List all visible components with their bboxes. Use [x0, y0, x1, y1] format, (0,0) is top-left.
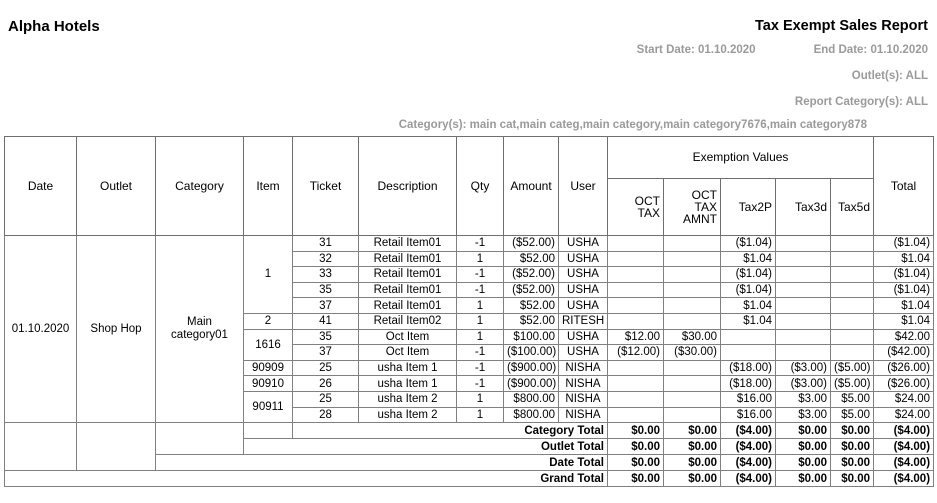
- cell-oct-tax-amnt: [664, 313, 721, 329]
- col-header-qty: Qty: [457, 137, 504, 236]
- cell-user: USHA: [559, 298, 608, 314]
- total-oct-tax-amnt: $0.00: [664, 439, 721, 455]
- total-total: ($4.00): [874, 455, 934, 471]
- cell-tax5d: [831, 282, 874, 298]
- cell-tax5d: [831, 313, 874, 329]
- cell-total: $1.04: [874, 313, 934, 329]
- cell-tax5d: [831, 251, 874, 267]
- company-name: Alpha Hotels: [8, 18, 100, 35]
- cell-tax2p: ($1.04): [721, 282, 776, 298]
- cell-oct-tax-amnt: [664, 360, 721, 376]
- cell-qty: -1: [457, 360, 504, 376]
- cell-oct-tax-amnt: [664, 267, 721, 283]
- col-header-oct-tax-amnt: OCT TAX AMNT: [664, 179, 721, 236]
- cell-tax2p: ($18.00): [721, 376, 776, 392]
- cell-oct-tax: [608, 313, 664, 329]
- tax-exempt-sales-table: [4, 136, 934, 487]
- cell-amount: $800.00: [504, 391, 559, 407]
- page-title: Tax Exempt Sales Report: [755, 18, 928, 34]
- col-header-category: Category: [156, 137, 244, 236]
- cell-tax5d: [831, 236, 874, 252]
- col-header-tax3d: Tax3d: [776, 179, 831, 236]
- cell-tax5d: [831, 298, 874, 314]
- cell-ticket: 32: [293, 251, 359, 267]
- cell-outlet: Shop Hop: [77, 236, 156, 423]
- categories-filter-label: Category(s): main cat,main categ,main category,main category7676,main category878: [398, 119, 867, 131]
- col-header-amount: Amount: [504, 137, 559, 236]
- cell-amount: $52.00: [504, 298, 559, 314]
- cell-tax2p: $1.04: [721, 298, 776, 314]
- cell-tax2p: $1.04: [721, 313, 776, 329]
- total-label: Grand Total: [5, 471, 608, 487]
- total-tax5d: $0.00: [831, 423, 874, 439]
- cell-tax2p: ($1.04): [721, 236, 776, 252]
- cell-tax3d: $3.00: [776, 391, 831, 407]
- total-tax3d: $0.00: [776, 455, 831, 471]
- cell-amount: ($52.00): [504, 236, 559, 252]
- cell-tax3d: [776, 282, 831, 298]
- cell-oct-tax: [608, 407, 664, 423]
- cell-oct-tax: [608, 267, 664, 283]
- cell-blank-date: [5, 439, 77, 455]
- cell-qty: -1: [457, 282, 504, 298]
- table-row: [5, 236, 934, 252]
- cell-ticket: 25: [293, 391, 359, 407]
- cell-ticket: 37: [293, 298, 359, 314]
- cell-oct-tax-amnt: ($30.00): [664, 345, 721, 361]
- cell-tax3d: [776, 298, 831, 314]
- total-label: Outlet Total: [244, 439, 608, 455]
- total-oct-tax: $0.00: [608, 455, 664, 471]
- total-oct-tax: $0.00: [608, 423, 664, 439]
- cell-user: USHA: [559, 236, 608, 252]
- cell-amount: $52.00: [504, 313, 559, 329]
- cell-blank-outlet: [77, 439, 156, 455]
- cell-tax2p: ($18.00): [721, 360, 776, 376]
- total-oct-tax-amnt: $0.00: [664, 455, 721, 471]
- cell-total: ($26.00): [874, 360, 934, 376]
- cell-oct-tax-amnt: [664, 376, 721, 392]
- total-oct-tax: $0.00: [608, 471, 664, 487]
- total-tax5d: $0.00: [831, 455, 874, 471]
- cell-oct-tax-amnt: $30.00: [664, 329, 721, 345]
- cell-qty: 1: [457, 313, 504, 329]
- total-tax5d: $0.00: [831, 471, 874, 487]
- cell-blank-item: [244, 423, 293, 439]
- cell-qty: 1: [457, 298, 504, 314]
- col-header-exemption-values-group: Exemption Values: [608, 137, 874, 179]
- cell-blank-outlet: [77, 423, 156, 439]
- cell-oct-tax-amnt: [664, 251, 721, 267]
- cell-description: Retail Item01: [359, 236, 457, 252]
- end-date-label: End Date: 01.10.2020: [813, 44, 928, 56]
- cell-tax5d: [831, 345, 874, 361]
- cell-oct-tax-amnt: [664, 298, 721, 314]
- cell-total: ($1.04): [874, 282, 934, 298]
- cell-ticket: 25: [293, 360, 359, 376]
- col-header-tax5d: Tax5d: [831, 179, 874, 236]
- cell-user: USHA: [559, 251, 608, 267]
- cell-total: $1.04: [874, 298, 934, 314]
- total-tax3d: $0.00: [776, 471, 831, 487]
- cell-category: Main category01: [156, 236, 244, 423]
- total-oct-tax-amnt: $0.00: [664, 471, 721, 487]
- col-header-total: Total: [874, 137, 934, 236]
- cell-user: USHA: [559, 345, 608, 361]
- cell-tax2p: $16.00: [721, 391, 776, 407]
- cell-description: Retail Item01: [359, 298, 457, 314]
- cell-amount: ($900.00): [504, 360, 559, 376]
- cell-description: usha Item 2: [359, 407, 457, 423]
- cell-date: 01.10.2020: [5, 236, 77, 423]
- col-header-outlet: Outlet: [77, 137, 156, 236]
- cell-tax3d: [776, 236, 831, 252]
- cell-amount: ($900.00): [504, 376, 559, 392]
- cell-tax2p: $1.04: [721, 251, 776, 267]
- cell-total: ($26.00): [874, 376, 934, 392]
- cell-oct-tax-amnt: [664, 236, 721, 252]
- cell-total: ($1.04): [874, 267, 934, 283]
- cell-ticket: 26: [293, 376, 359, 392]
- cell-ticket: 31: [293, 236, 359, 252]
- cell-blank-date: [5, 423, 77, 439]
- cell-user: USHA: [559, 267, 608, 283]
- cell-qty: 1: [457, 407, 504, 423]
- cell-tax3d: $3.00: [776, 407, 831, 423]
- cell-tax2p: [721, 329, 776, 345]
- total-row: [5, 455, 934, 471]
- cell-tax5d: [831, 329, 874, 345]
- cell-qty: 1: [457, 391, 504, 407]
- total-tax2p: ($4.00): [721, 439, 776, 455]
- cell-total: $1.04: [874, 251, 934, 267]
- total-tax2p: ($4.00): [721, 423, 776, 439]
- cell-ticket: 33: [293, 267, 359, 283]
- total-oct-tax: $0.00: [608, 439, 664, 455]
- cell-description: Retail Item01: [359, 267, 457, 283]
- cell-oct-tax: [608, 376, 664, 392]
- cell-item: 90909: [244, 360, 293, 376]
- cell-ticket: 35: [293, 282, 359, 298]
- report-header: [0, 0, 937, 136]
- cell-oct-tax: [608, 298, 664, 314]
- cell-user: USHA: [559, 282, 608, 298]
- total-row: [5, 439, 934, 455]
- cell-description: Retail Item01: [359, 282, 457, 298]
- cell-description: Retail Item02: [359, 313, 457, 329]
- cell-description: Oct Item: [359, 345, 457, 361]
- total-row: [5, 423, 934, 439]
- cell-description: usha Item 2: [359, 391, 457, 407]
- cell-total: $24.00: [874, 391, 934, 407]
- cell-total: $42.00: [874, 329, 934, 345]
- cell-tax3d: [776, 313, 831, 329]
- cell-amount: ($52.00): [504, 282, 559, 298]
- cell-oct-tax-amnt: [664, 407, 721, 423]
- cell-tax5d: $5.00: [831, 407, 874, 423]
- cell-ticket: 28: [293, 407, 359, 423]
- cell-item: 1: [244, 236, 293, 314]
- cell-qty: 1: [457, 251, 504, 267]
- cell-user: NISHA: [559, 360, 608, 376]
- total-row: [5, 471, 934, 487]
- cell-ticket: 37: [293, 345, 359, 361]
- cell-oct-tax: [608, 251, 664, 267]
- cell-description: usha Item 1: [359, 360, 457, 376]
- col-header-description: Description: [359, 137, 457, 236]
- total-oct-tax-amnt: $0.00: [664, 423, 721, 439]
- cell-qty: -1: [457, 345, 504, 361]
- cell-tax5d: ($5.00): [831, 376, 874, 392]
- cell-tax5d: $5.00: [831, 391, 874, 407]
- cell-amount: $100.00: [504, 329, 559, 345]
- total-tax5d: $0.00: [831, 439, 874, 455]
- cell-amount: $52.00: [504, 251, 559, 267]
- cell-oct-tax: [608, 236, 664, 252]
- cell-tax2p: [721, 345, 776, 361]
- cell-description: usha Item 1: [359, 376, 457, 392]
- col-header-user: User: [559, 137, 608, 236]
- cell-tax3d: ($3.00): [776, 376, 831, 392]
- cell-qty: -1: [457, 376, 504, 392]
- cell-blank-category: [156, 423, 244, 439]
- report-date-range: [528, 44, 928, 56]
- cell-tax2p: $16.00: [721, 407, 776, 423]
- total-tax2p: ($4.00): [721, 455, 776, 471]
- cell-tax5d: ($5.00): [831, 360, 874, 376]
- outlets-filter-label: Outlet(s): ALL: [851, 70, 928, 82]
- cell-tax3d: [776, 267, 831, 283]
- cell-user: NISHA: [559, 391, 608, 407]
- cell-oct-tax: [608, 391, 664, 407]
- cell-user: RITESH: [559, 313, 608, 329]
- table-header: [5, 137, 934, 236]
- cell-tax5d: [831, 267, 874, 283]
- cell-tax3d: ($3.00): [776, 360, 831, 376]
- cell-blank-date: [5, 455, 77, 471]
- col-header-ticket: Ticket: [293, 137, 359, 236]
- total-label: Category Total: [293, 423, 608, 439]
- cell-user: NISHA: [559, 376, 608, 392]
- cell-oct-tax: [608, 282, 664, 298]
- cell-tax3d: [776, 345, 831, 361]
- total-label: Date Total: [156, 455, 608, 471]
- total-total: ($4.00): [874, 439, 934, 455]
- cell-oct-tax: $12.00: [608, 329, 664, 345]
- cell-tax3d: [776, 251, 831, 267]
- start-date-label: Start Date: 01.10.2020: [636, 44, 756, 56]
- cell-description: Retail Item01: [359, 251, 457, 267]
- col-header-tax2p: Tax2P: [721, 179, 776, 236]
- cell-amount: ($100.00): [504, 345, 559, 361]
- total-total: ($4.00): [874, 423, 934, 439]
- cell-tax3d: [776, 329, 831, 345]
- total-tax3d: $0.00: [776, 439, 831, 455]
- cell-item: 1616: [244, 329, 293, 360]
- cell-description: Oct Item: [359, 329, 457, 345]
- table-header-row-1: [5, 137, 934, 179]
- cell-ticket: 35: [293, 329, 359, 345]
- cell-user: USHA: [559, 329, 608, 345]
- table-body: [5, 236, 934, 487]
- cell-total: $24.00: [874, 407, 934, 423]
- cell-ticket: 41: [293, 313, 359, 329]
- cell-oct-tax-amnt: [664, 391, 721, 407]
- cell-oct-tax: [608, 360, 664, 376]
- cell-item: 90911: [244, 391, 293, 422]
- cell-oct-tax: ($12.00): [608, 345, 664, 361]
- cell-qty: 1: [457, 329, 504, 345]
- cell-qty: -1: [457, 236, 504, 252]
- total-total: ($4.00): [874, 471, 934, 487]
- col-header-oct-tax: OCT TAX: [608, 179, 664, 236]
- col-header-date: Date: [5, 137, 77, 236]
- cell-total: ($42.00): [874, 345, 934, 361]
- cell-blank-category: [156, 439, 244, 455]
- cell-item: 90910: [244, 376, 293, 392]
- col-header-item: Item: [244, 137, 293, 236]
- cell-tax2p: ($1.04): [721, 267, 776, 283]
- cell-amount: ($52.00): [504, 267, 559, 283]
- total-tax2p: ($4.00): [721, 471, 776, 487]
- cell-oct-tax-amnt: [664, 282, 721, 298]
- cell-amount: $800.00: [504, 407, 559, 423]
- cell-qty: -1: [457, 267, 504, 283]
- cell-blank-outlet: [77, 455, 156, 471]
- cell-user: NISHA: [559, 407, 608, 423]
- total-tax3d: $0.00: [776, 423, 831, 439]
- cell-item: 2: [244, 313, 293, 329]
- cell-total: ($1.04): [874, 236, 934, 252]
- report-categories-filter-label: Report Category(s): ALL: [794, 96, 928, 108]
